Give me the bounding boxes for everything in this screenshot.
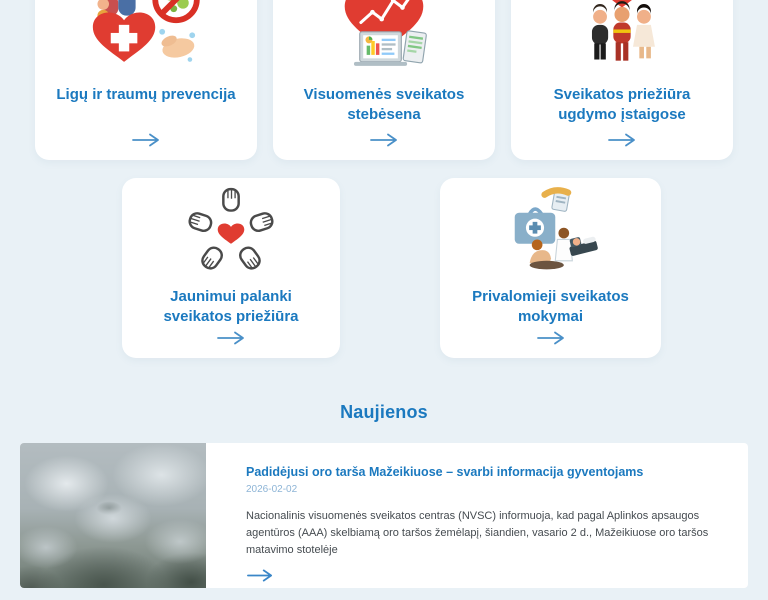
youth-friendly-care-icon <box>179 178 283 280</box>
card-school-healthcare[interactable] <box>511 0 733 160</box>
news-photo-smoke-over-forest[interactable] <box>20 443 206 588</box>
card-title: Ligų ir traumų prevencija <box>56 86 236 103</box>
news-excerpt: Nacionalinis visuomenės sveikatos centras (NVSC) informuoja, kad pagal Aplinkos apsaugos agentūros (AAA) skelbiamą oro taršos žemėlapį, šiandien, vasario 2 d., Mažeikiuose oro taršos matavimo stotelėje <box>246 509 709 556</box>
card-mandatory-trainings[interactable] <box>440 178 661 358</box>
card-title: Visuomenės sveikatos stebėsena <box>303 86 465 123</box>
health-monitoring-icon <box>325 0 443 78</box>
card-title: Sveikatos priežiūra ugdymo įstaigose <box>553 86 691 123</box>
disease-prevention-icon <box>87 0 205 78</box>
arrow-right-icon[interactable] <box>246 569 274 582</box>
news-section-heading: Naujienos <box>340 402 428 422</box>
card-disease-prevention[interactable] <box>35 0 257 160</box>
school-healthcare-icon <box>563 0 681 78</box>
arrow-right-icon[interactable] <box>131 133 161 147</box>
news-content <box>226 443 748 588</box>
arrow-right-icon[interactable] <box>216 331 246 345</box>
arrow-right-icon[interactable] <box>607 133 637 147</box>
news-title-link[interactable]: Padidėjusi oro tarša Mažeikiuose – svarbi informacija gyventojams <box>246 465 644 479</box>
card-health-monitoring[interactable] <box>273 0 495 160</box>
arrow-right-icon[interactable] <box>369 133 399 147</box>
card-youth-friendly-care[interactable] <box>122 178 340 358</box>
arrow-right-icon[interactable] <box>536 331 566 345</box>
card-title: Privalomieji sveikatos mokymai <box>472 288 629 325</box>
mandatory-trainings-icon <box>495 178 607 280</box>
card-title: Jaunimui palanki sveikatos priežiūra <box>163 288 299 325</box>
news-item[interactable] <box>20 443 748 588</box>
news-date: 2026-02-02 <box>246 483 298 495</box>
